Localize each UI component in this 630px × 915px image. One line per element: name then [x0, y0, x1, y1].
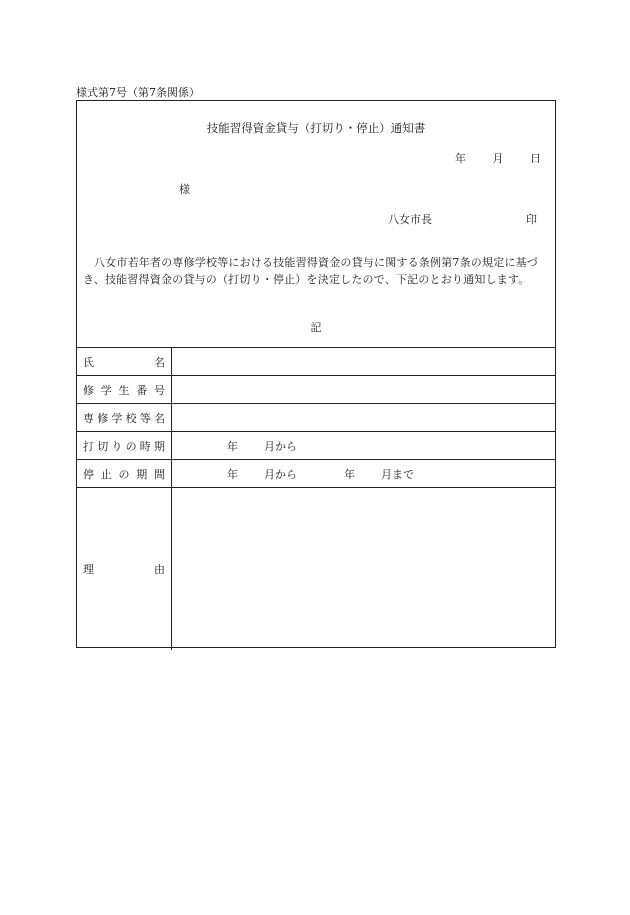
form-number-label: 様式第7号（第7条関係） [76, 86, 200, 99]
label-reason [77, 488, 172, 650]
label-char: 学 [111, 411, 123, 425]
document-title: 技能習得資金貸与（打切り・停止）通知書 [206, 121, 426, 135]
label-char: の [125, 439, 137, 453]
label-char: 名 [154, 355, 165, 369]
table-row-reason [77, 487, 555, 650]
value-student-number [172, 376, 555, 403]
value-name [172, 348, 555, 375]
date-month-label: 月 [492, 152, 504, 165]
label-char: 切 [97, 439, 109, 453]
label-char: 由 [154, 563, 165, 576]
table-row-school-name [77, 403, 555, 431]
label-student-number [77, 376, 172, 403]
date-day-label: 日 [530, 152, 541, 165]
label-char: 修 [97, 411, 109, 425]
date-line [455, 150, 541, 166]
label-char: 期 [136, 467, 148, 481]
details-table [77, 347, 555, 650]
label-char: 止 [100, 467, 112, 481]
label-char: の [118, 467, 130, 481]
label-char: 停 [83, 467, 94, 481]
value-school-name [172, 404, 555, 431]
suspension-start-month-label: 月から [264, 467, 297, 481]
suspension-end-month-label: 月まで [381, 467, 414, 481]
label-char: 打 [83, 439, 94, 453]
label-char: 校 [125, 411, 137, 425]
label-char: 学 [100, 383, 112, 397]
label-suspension-period [77, 460, 172, 487]
label-char: り [111, 439, 123, 453]
label-termination-date [77, 432, 172, 459]
suspension-start-year-label: 年 [227, 467, 238, 481]
addressee-suffix: 様 [179, 183, 190, 196]
table-row-suspension-period [77, 459, 555, 487]
notice-body: 八女市若年者の専修学校等における技能習得資金の貸与に関する条例第7条の規定に基づき、技能習得資金の貸与の（打切り・停止）を決定したので、下記のとおり通知します。 [83, 256, 538, 286]
issuer-name: 八女市長 [388, 213, 432, 226]
label-char: 専 [83, 411, 94, 425]
table-row-termination-date [77, 431, 555, 459]
label-char: 等 [139, 411, 151, 425]
label-char: 番 [136, 383, 148, 397]
value-reason [172, 488, 555, 650]
label-char: 理 [83, 563, 94, 576]
ki-heading: 記 [310, 321, 322, 334]
label-char: 号 [154, 383, 165, 397]
label-char: 名 [153, 411, 165, 425]
label-name [77, 348, 172, 375]
value-termination-date [172, 432, 555, 459]
suspension-end-year-label: 年 [344, 467, 355, 481]
label-char: 期 [153, 439, 165, 453]
table-row-student-number [77, 375, 555, 403]
label-char: 生 [118, 383, 130, 397]
seal-mark: 印 [526, 213, 537, 226]
label-char: 時 [139, 439, 151, 453]
notice-frame [76, 100, 556, 648]
label-char: 氏 [83, 355, 94, 369]
termination-year-label: 年 [227, 439, 238, 453]
table-row-name [77, 347, 555, 375]
label-char: 間 [154, 467, 165, 481]
termination-month-label: 月から [264, 439, 297, 453]
date-year-label: 年 [455, 152, 466, 165]
label-school-name [77, 404, 172, 431]
label-char: 修 [83, 383, 94, 397]
value-suspension-period [172, 460, 555, 487]
